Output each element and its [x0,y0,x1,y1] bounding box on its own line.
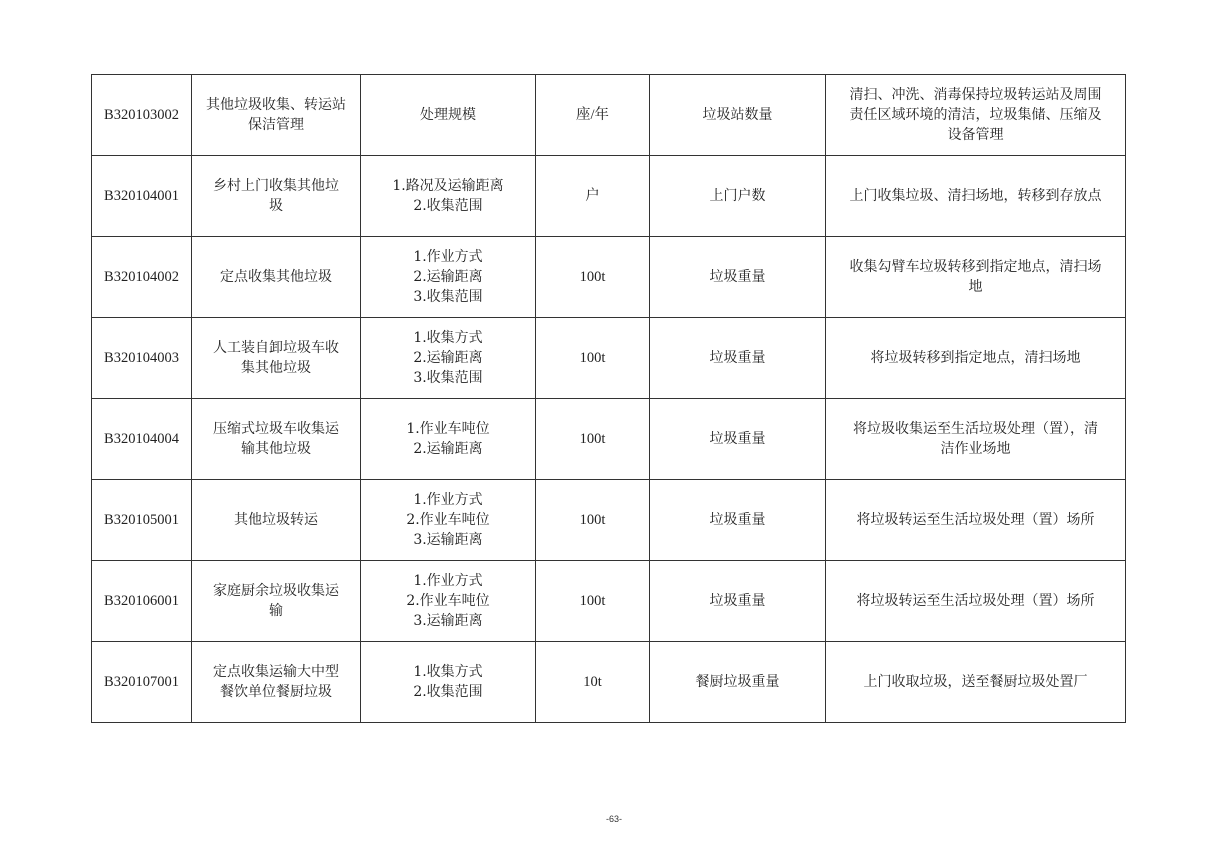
item-name-cell [192,399,361,480]
table-row [92,561,1126,642]
work-content-cell [826,75,1126,156]
work-content-line: 收集勾臂车垃圾转移到指定地点，清扫场 [849,259,1102,275]
items-table [91,74,1126,723]
item-features-line: 3.运输距离 [413,532,483,548]
measure-rule-cell: 垃圾重量 [650,237,826,318]
item-code-cell: B320104003 [92,318,192,399]
table-row [92,156,1126,237]
unit-cell: 10t [536,642,650,723]
unit-cell: 100t [536,399,650,480]
work-content-line: 责任区域环境的清洁，垃圾集储、压缩及 [849,107,1102,123]
item-features-line: 2.运输距离 [413,269,483,285]
item-features-line: 1.作业方式 [413,249,483,265]
item-features-cell [361,561,536,642]
measure-rule-cell: 餐厨垃圾重量 [650,642,826,723]
item-features-line: 2.作业车吨位 [406,512,490,528]
item-name-line: 家庭厨余垃圾收集运 [213,583,339,599]
measure-rule-cell: 上门户数 [650,156,826,237]
table-row [92,399,1126,480]
item-features-line: 3.收集范围 [413,370,483,386]
item-code-cell: B320105001 [92,480,192,561]
unit-cell: 100t [536,561,650,642]
item-features-line: 1.作业车吨位 [406,421,490,437]
item-name-line: 其他垃圾收集、转运站 [206,97,346,113]
work-content-cell [826,561,1126,642]
item-features-line: 处理规模 [420,107,476,123]
work-content-cell [826,642,1126,723]
item-code-cell: B320104001 [92,156,192,237]
item-features-line: 3.收集范围 [413,289,483,305]
work-content-cell [826,318,1126,399]
unit-cell: 座/年 [536,75,650,156]
measure-rule-cell: 垃圾重量 [650,318,826,399]
measure-rule-cell: 垃圾站数量 [650,75,826,156]
item-features-line: 1.作业方式 [413,492,483,508]
work-content-line: 洁作业场地 [940,441,1011,457]
item-features-line: 2.收集范围 [413,684,483,700]
work-content-line: 清扫、冲洗、消毒保持垃圾转运站及周围 [849,87,1102,103]
work-content-line: 将垃圾转移到指定地点，清扫场地 [870,350,1081,366]
item-name-line: 圾 [269,198,283,214]
item-name-cell [192,561,361,642]
item-name-cell [192,480,361,561]
item-name-line: 定点收集其他垃圾 [220,269,332,285]
item-name-line: 输其他垃圾 [241,441,311,457]
table-row [92,237,1126,318]
item-features-cell [361,642,536,723]
item-features-line: 2.运输距离 [413,350,483,366]
item-features-cell [361,318,536,399]
table-body [92,75,1126,723]
work-content-line: 将垃圾收集运至生活垃圾处理（置），清 [853,421,1098,437]
item-features-line: 3.运输距离 [413,613,483,629]
item-name-line: 输 [269,603,283,619]
item-features-line: 1.收集方式 [413,664,483,680]
item-code-cell: B320106001 [92,561,192,642]
item-name-line: 保洁管理 [248,117,304,133]
item-features-line: 1.路况及运输距离 [392,178,504,194]
item-features-cell [361,156,536,237]
item-name-line: 定点收集运输大中型 [213,664,339,680]
item-name-line: 餐饮单位餐厨垃圾 [220,684,332,700]
item-name-cell [192,156,361,237]
item-features-cell [361,399,536,480]
unit-cell: 户 [536,156,650,237]
item-code-cell: B320104004 [92,399,192,480]
measure-rule-cell: 垃圾重量 [650,561,826,642]
item-features-cell [361,237,536,318]
table-row [92,318,1126,399]
item-code-cell: B320104002 [92,237,192,318]
table-row [92,642,1126,723]
item-features-line: 2.收集范围 [413,198,483,214]
item-name-line: 乡村上门收集其他垃 [213,178,339,194]
work-content-line: 设备管理 [947,127,1004,143]
unit-cell: 100t [536,237,650,318]
table-row [92,75,1126,156]
work-content-line: 上门收集垃圾、清扫场地，转移到存放点 [849,188,1102,204]
work-content-line: 上门收取垃圾，送至餐厨垃圾处置厂 [863,674,1088,690]
item-features-line: 2.运输距离 [413,441,483,457]
item-features-cell [361,480,536,561]
unit-cell: 100t [536,480,650,561]
item-name-cell [192,75,361,156]
item-code-cell: B320107001 [92,642,192,723]
work-content-cell [826,480,1126,561]
item-name-line: 集其他垃圾 [241,360,311,376]
item-features-cell [361,75,536,156]
item-name-line: 人工装自卸垃圾车收 [213,340,339,356]
item-features-line: 1.收集方式 [413,330,483,346]
work-content-line: 将垃圾转运至生活垃圾处理（置）场所 [856,512,1095,528]
table-row [92,480,1126,561]
work-content-line: 地 [968,279,983,295]
item-features-line: 2.作业车吨位 [406,593,490,609]
measure-rule-cell: 垃圾重量 [650,399,826,480]
item-name-cell [192,237,361,318]
item-name-line: 其他垃圾转运 [234,512,318,528]
work-content-cell [826,399,1126,480]
item-code-cell: B320103002 [92,75,192,156]
item-features-line: 1.作业方式 [413,573,483,589]
measure-rule-cell: 垃圾重量 [650,480,826,561]
unit-cell: 100t [536,318,650,399]
work-content-cell [826,156,1126,237]
item-name-line: 压缩式垃圾车收集运 [213,421,339,437]
item-name-cell [192,642,361,723]
page-number: -63- [605,814,622,824]
work-content-cell [826,237,1126,318]
work-content-line: 将垃圾转运至生活垃圾处理（置）场所 [856,593,1095,609]
item-name-cell [192,318,361,399]
